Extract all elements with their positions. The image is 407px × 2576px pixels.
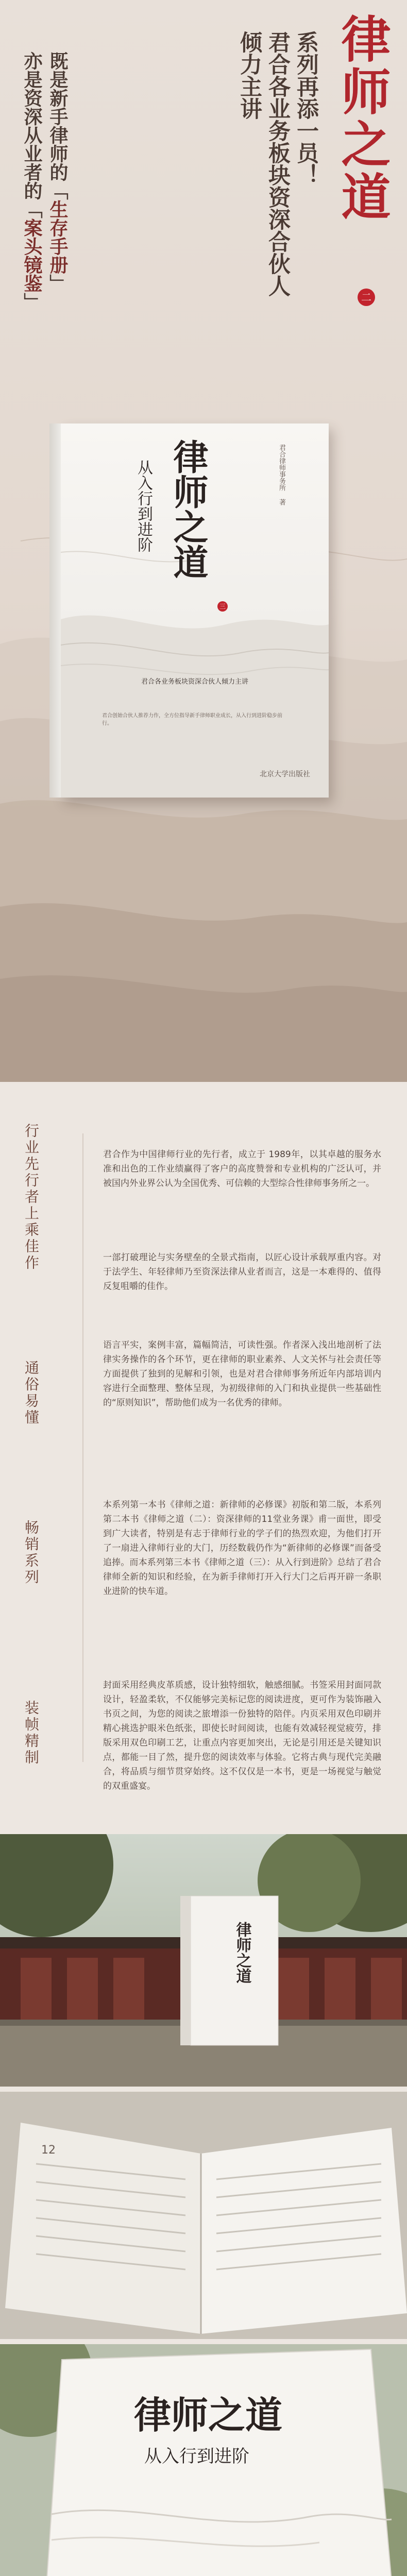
- hero-slogan-line-2: 君合各业务板块资深合伙人: [265, 31, 291, 297]
- hero-tagline-line-1: [46, 52, 69, 293]
- svg-text:律师之道: 律师之道: [233, 1922, 251, 1984]
- feature-label-industry-pioneer: [21, 1123, 82, 1272]
- hero-slogan-line-3: 倾力主讲: [236, 31, 262, 120]
- feature-label-part-1: 行业先行者: [23, 1123, 40, 1206]
- feature-text-fine-binding: 封面采用经典皮革质感，设计独特细软，触感细腻。书签采用封面同款设计，轻盈柔软，不仅能够完美标记您的阅读进度，更可作为装饰融入书页之间，为您的阅读之旅增添一份独特的陪伴。内页采用双色印刷并精心挑选护眼米色纸张，即使长时间阅读，也能有效减轻视觉疲劳，排版采用双色印刷工艺，让重点内容更加突出，无论是引用还是关键知识点，都能一目了然，提升您的阅读效率与体验。它将古典与现代完美融合，将品质与细节贯穿始终。这不仅仅是一本书，更是一场视觉与触觉的双重盛宴。: [103, 1680, 381, 1791]
- feature-text-bestselling-series: 本系列第一本书《律师之道：新律师的必修课》初版和第二版，本系列第二本书《律师之道（二）：资深律师的11堂业务课》甫一面世，即受到广大读者，特别是有志于律师行业的学子们的热烈欢迎，为他们打开了一扇进入律师行业的大门，历经数载仍作为“新律师的必修课”而备受追捧。而本系列第三本书《律师之道（三）：从入行到进阶》总结了君合律师全新的知识和经验，在为新手律师打开入行大门之后再开辟一条职业进阶的快车道。: [103, 1500, 381, 1597]
- photo-courtyard-art: [0, 1834, 407, 2087]
- cover-subtitle: 从入行到进阶: [134, 460, 152, 552]
- cover-title: 律师之道: [167, 439, 209, 579]
- feature-label-fine-binding: [21, 1700, 82, 1766]
- feature-label-part-1: 畅销系列: [23, 1520, 40, 1586]
- cover-seal: 三: [217, 601, 228, 612]
- book-cover: [61, 423, 329, 798]
- photo-cover-title: 律师之道: [134, 2393, 283, 2437]
- feature-label-easy-to-read: [21, 1360, 82, 1426]
- feature-text-industry-pioneer: 君合作为中国律师行业的先行者，成立于 1989年，以其卓越的服务水准和出色的工作业绩赢得了客户的高度赞誉和专业机构的广泛认可，并被国内外业界公认为全国优秀、可信赖的大型综合性律师事务所之一。: [103, 1149, 381, 1189]
- photo-cover-subtitle: 从入行到进阶: [144, 2446, 249, 2467]
- photo-open-book: [0, 2092, 407, 2339]
- cover-series-line: 君合各业务板块资深合伙人倾力主讲: [141, 678, 248, 686]
- cover-blurb: 君合创始合伙人推荐力作，全方位指导新手律师职业成长，从入行到进阶稳步前行。: [102, 713, 282, 726]
- cover-author: 君合律师事务所 著: [278, 444, 285, 505]
- feature-label-part-1: 装帧精制: [23, 1700, 40, 1766]
- book-spine: [49, 423, 61, 798]
- photo-courtyard: [0, 1834, 407, 2087]
- tagline-1-highlight: 生存手册: [47, 200, 69, 274]
- cover-publisher: 北京大学出版社: [260, 770, 310, 778]
- feature-divider: [82, 1133, 83, 1762]
- tagline-1-prefix: 既是新手律师的「: [47, 52, 69, 200]
- photo-open-book-art: [0, 2092, 407, 2339]
- hero-banner: [0, 0, 407, 1082]
- tagline-2-prefix: 亦是资深从业者的「: [21, 52, 43, 218]
- inner-page-number: 12: [41, 2144, 56, 2157]
- feature-text-panoramic-guide: 一部打破理论与实务壁垒的全景式指南，以匠心设计承载厚重内容。对于法学生、年轻律师乃至资深法律从业者而言，这是一本难得的、值得反复咀嚼的佳作。: [103, 1252, 381, 1292]
- feature-label-part-1: 通俗易懂: [23, 1360, 40, 1426]
- feature-label-bestselling-series: [21, 1520, 82, 1586]
- tagline-2-suffix: 」: [21, 293, 43, 311]
- tagline-1-suffix: 」: [47, 274, 69, 293]
- hero-slogan-line-1: 系列再添一员！: [293, 31, 319, 186]
- feature-label-part-2: 上乘佳作: [23, 1206, 40, 1272]
- tagline-2-highlight: 案头镜鉴: [21, 218, 43, 293]
- hero-title: 律师之道: [333, 13, 392, 224]
- hero-tagline-line-2: [21, 52, 43, 311]
- photo-book-closeup: [0, 2344, 407, 2576]
- feature-text-easy-to-read: 语言平实，案例丰富，篇幅简洁，可读性强。作者深入浅出地剖析了法律实务操作的各个环节，更在律师的职业素养、人文关怀与社会责任等方面提供了独到的见解和引领，也是对君合律师事务所近年内部培训内容进行全面整理、整体呈现，为初级律师的入门和执业提供一些基础性的“原则知识”，帮助他们成为一名优秀的律师。: [103, 1340, 381, 1408]
- hero-title-seal: 二: [358, 289, 375, 306]
